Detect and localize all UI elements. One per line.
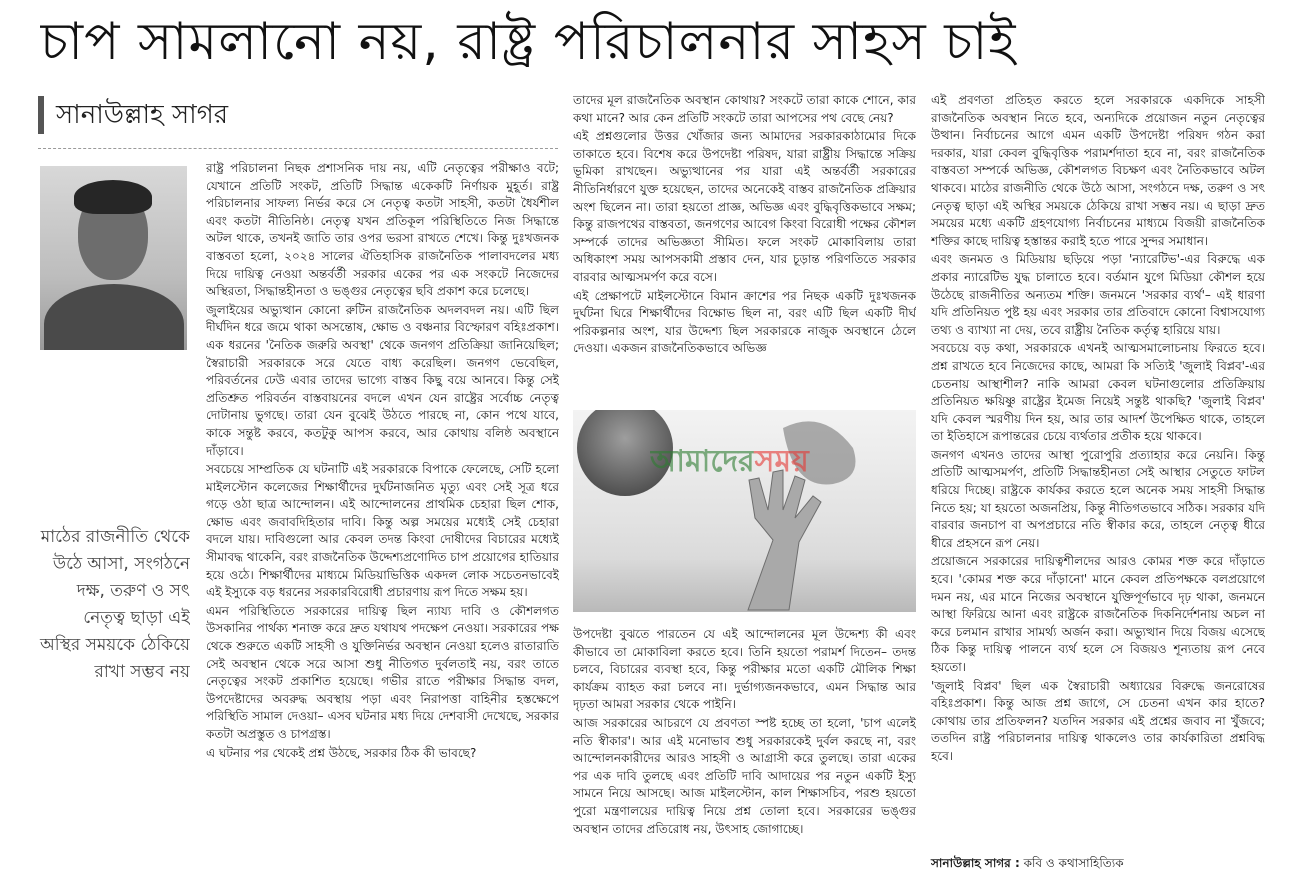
author-signature: [931, 852, 1265, 874]
paragraph: সবচেয়ে বড় কথা, সরকারকে এখনই আত্মসমালোচনায় ফিরতে হবে। প্রশ্ন রাখতে হবে নিজেদের কাছে, আমরা কি সত্যিই 'জুলাই বিপ্লব'-এর চেতনায় আস্থাশীল? নাকি আমরা কেবল ঘটনাগুলোর প্রতিক্রিয়ায় প্রতিনিয়ত ক্ষয়িষ্ণু রাষ্ট্রের ইমেজ নিয়েই সন্তুষ্ট থাকছি? 'জুলাই বিপ্লব' যদি কেবল স্মরণীয় দিন হয়, আর তার আদর্শ উপেক্ষিত থাকে, তাহলে তা ইতিহাসে রূপান্তরের চেয়ে ব্যর্থতার প্রতীক হয়ে থাকবে।: [931, 341, 1265, 444]
watermark-part-2: সময়: [754, 444, 809, 479]
paragraph: জুলাইয়ের অভ্যুত্থান কোনো রুটিন রাজনৈতিক অদলবদল নয়। এটি ছিল দীর্ঘদিন ধরে জমে থাকা অসন্তোষ, ক্ষোভ ও বঞ্চনার বিস্ফোরণ বহিঃপ্রকাশ। এক ধরনের 'নৈতিক জরুরি অবস্থা' থেকে জনগণ প্রতিক্রিয়া জানিয়েছিল; স্বৈরাচারী সরকারকে সরে যেতে বাধ্য করেছিল। জনগণ ভেবেছিল, পরিবর্তনের ঢেউ এবার তাদের ভাগ্যে বাস্তব কিছু বয়ে আনবে। কিন্তু সেই প্রতিশ্রুত পরিবর্তন বাস্তবায়নের বদলে এখন যেন রাষ্ট্রের সর্বোচ্চ নেতৃত্ব দোটানায় ভুগছে। তারা যেন বুঝেই উঠতে পারছে না, কোন পথে যাবে, কাকে সন্তুষ্ট করবে, কতটুকু আপস করবে, আর কোথায় বলিষ্ঠ অবস্থানে দাঁড়াবে।: [206, 302, 559, 458]
author-photo-hair: [74, 180, 152, 214]
article-column-2-bottom: [573, 626, 916, 880]
author-photo-shoulders: [44, 284, 184, 350]
byline-divider: [38, 148, 558, 149]
paragraph: সবচেয়ে সাম্প্রতিক যে ঘটনাটি এই সরকারকে বিপাকে ফেলেছে, সেটি হলো মাইলস্টোন কলেজের শিক্ষার্থীদের দুর্ঘটনাজনিত মৃত্যু এবং সেই সূত্র ধরে গড়ে ওঠা ছাত্র আন্দোলন। এই আন্দোলনের প্রাথমিক চেহারা ছিল শোক, ক্ষোভ এবং জবাবদিহিতার দাবি। কিন্তু অল্প সময়ের মধ্যেই সেই চেহারা বদলে যায়। দাবিগুলো আর কেবল তদন্ত কিংবা দোষীদের বিচারের মধ্যেই সীমাবদ্ধ থাকেনি, বরং রাজনৈতিক উদ্দেশ্যপ্রণোদিত চাপ প্রয়োগের হাতিয়ার হয়ে ওঠে। শিক্ষার্থীদের মাধ্যমে মিডিয়াভিত্তিক একদল লোক সচেতনভাবেই এই ইস্যুকে বড় ধরনের সরকারবিরোধী প্রচারণায় রূপ দিতে সক্ষম হয়।: [206, 462, 559, 600]
signature-name: সানাউল্লাহ সাগর :: [931, 856, 1020, 870]
author-photo: [40, 166, 187, 350]
paragraph: এই প্রেক্ষাপটে মাইলস্টোনে বিমান ক্রাশের পর নিছক একটি দুঃখজনক দুর্ঘটনা ঘিরে শিক্ষার্থীদের বিক্ষোভ ছিল না, বরং এটি ছিল একটি দীর্ঘ পরিকল্পনার অংশ, যার উদ্দেশ্য ছিল সরকারকে নাজুক অবস্থানে ঠেলে দেওয়া। একজন রাজনৈতিকভাবে অভিজ্ঞ: [573, 288, 916, 356]
article-column-2-top: [573, 92, 916, 398]
paragraph: এমন পরিস্থিতিতে সরকারের দায়িত্ব ছিল ন্যায্য দাবি ও কৌশলগত উসকানির পার্থক্য শনাক্ত করে দ্রুত যথাযথ পদক্ষেপ নেওয়া। সরকারের পক্ষ থেকে শুরুতে একটি সাহসী ও যুক্তিনির্ভর অবস্থান নেওয়া হলেও রাতারাতি সেই অবস্থান থেকে সরে আসা শুধু নীতিগত দুর্বলতাই নয়, বরং তাতে নেতৃত্বের সংকট প্রকাশিত হয়েছে। গভীর রাতে পরীক্ষার সিদ্ধান্ত বদল, উপদেষ্টাদের অবরুদ্ধ অবস্থায় পড়া এবং নিরাপত্তা বাহিনীর হস্তক্ষেপে পরিস্থিতি সামাল দেওয়া– এসব ঘটনার মধ্য দিয়ে দেশবাসী দেখেছে, সরকার কতটা অপ্রস্তুত ও চাপগ্রস্ত।: [206, 603, 559, 741]
publisher-watermark: [650, 440, 850, 484]
paragraph: জনগণ এখনও তাদের আস্থা পুরোপুরি প্রত্যাহার করে নেয়নি। কিন্তু প্রতিটি আত্মসমর্পণ, প্রতিটি সিদ্ধান্তহীনতা সেই আস্থার সেতুতে ফাটল ধরিয়ে দিচ্ছে। রাষ্ট্রকে কার্যকর করতে হলে অনেক সময় সাহসী সিদ্ধান্ত নিতে হয়; যা হয়তো অজনপ্রিয়, কিন্তু নীতিগতভাবে সঠিক। সরকার যদি বারবার জনচাপ বা অপপ্রচারে নতি স্বীকার করে, তাহলে নেতৃত্ব ধীরে ধীরে প্রহসনে রূপ নেয়।: [931, 447, 1265, 550]
paragraph: এবং জনমত ও মিডিয়ায় ছড়িয়ে পড়া 'ন্যারেটিভ'-এর বিরুদ্ধে এক প্রকার ন্যারেটিভ যুদ্ধ চালাতে হবে। বর্তমান যুগে মিডিয়া কৌশল হয়ে উঠেছে রাজনীতির অন্যতম শক্তি। জনমনে 'সরকার ব্যর্থ'– এই ধারণা যদি প্রতিনিয়ত পুষ্ট হয় এবং সরকার তার প্রতিবাদে কোনো বিশ্বাসযোগ্য তথ্য ও ব্যাখ্যা না দেয়, তবে রাষ্ট্রীয় নৈতিক কর্তৃত্ব হারিয়ে যায়।: [931, 252, 1265, 337]
article-column-3: [931, 92, 1265, 837]
byline-author: সানাউল্লাহ সাগর: [38, 96, 558, 134]
paragraph: এই প্রশ্নগুলোর উত্তর খোঁজার জন্য আমাদের সরকারকাঠামোর দিকে তাকাতে হবে। বিশেষ করে উপদেষ্টা পরিষদ, যারা রাষ্ট্রীয় সিদ্ধান্তে সক্রিয় ভূমিকা রাখছেন। অভ্যুত্থানের পর যারা এই অন্তর্বর্তী সরকারের নীতিনির্ধারণে যুক্ত হয়েছেন, তাদের অনেকেই বাস্তব রাজনৈতিক প্রক্রিয়ার অংশ ছিলেন না। তারা হয়তো প্রাজ্ঞ, অভিজ্ঞ এবং বুদ্ধিবৃত্তিকভাবে সক্ষম; কিন্তু রাজপথের বাস্তবতা, জনগণের আবেগ কিংবা বিরোধী পক্ষের কৌশল সম্পর্কে তাদের অভিজ্ঞতা সীমিত। ফলে সংকট মোকাবিলায় তারা অধিকাংশ সময় আপসকামী প্রস্তাব দেন, যার চূড়ান্ত পরিণতিতে সরকার বারবার আত্মসমর্পণ করে বসে।: [573, 129, 916, 284]
paragraph: 'জুলাই বিপ্লব' ছিল এক স্বৈরাচারী অধ্যায়ের বিরুদ্ধে জনরোষের বহিঃপ্রকাশ। কিন্তু আজ প্রশ্ন জাগে, সে চেতনা এখন কার হাতে? কোথায় তার প্রতিফলন? যতদিন সরকার এই প্রশ্নের জবাব না খুঁজবে; ততদিন রাষ্ট্র পরিচালনার দায়িত্ব থাকলেও তার কার্যকারিতা প্রশ্নবিদ্ধ হবে।: [931, 678, 1265, 763]
article-column-1: [206, 160, 559, 880]
headline: চাপ সামলানো নয়, রাষ্ট্র পরিচালনার সাহস চাই: [40, 12, 1017, 72]
paragraph: তাদের মূল রাজনৈতিক অবস্থান কোথায়? সংকটে তারা কাকে শোনে, কার কথা মানে? আর কেন প্রতিটি সংকটে তারা আপসের পথ বেছে নেয়?: [573, 93, 916, 125]
pull-quote: মাঠের রাজনীতি থেকে উঠে আসা, সংগঠনে দক্ষ, তরুণ ও সৎ নেতৃত্ব ছাড়া এই অস্থির সময়কে ঠেকিয়ে রাখা সম্ভব নয়: [40, 527, 190, 682]
paragraph: এ ঘটনার পর থেকেই প্রশ্ন উঠছে, সরকার ঠিক কী ভাবছে?: [206, 745, 477, 760]
paragraph: উপদেষ্টা বুঝতে পারতেন যে এই আন্দোলনের মূল উদ্দেশ্য কী এবং কীভাবে তা মোকাবিলা করতে হবে। তিনি হয়তো পরামর্শ দিতেন– তদন্ত চলবে, বিচারের ব্যবস্থা হবে, কিন্তু পরীক্ষার মতো একটি মৌলিক শিক্ষা কার্যক্রম ব্যাহত করা চলবে না। দুর্ভাগ্যজনকভাবে, এমন সিদ্ধান্ত আর দৃঢ়তা আমরা সরকার থেকে পাইনি।: [573, 627, 916, 712]
paragraph: রাষ্ট্র পরিচালনা নিছক প্রশাসনিক দায় নয়, এটি নেতৃত্বের পরীক্ষাও বটে; যেখানে প্রতিটি সংকট, প্রতিটি সিদ্ধান্ত একেকটি নির্ণায়ক মুহূর্ত। রাষ্ট্র পরিচালনার সাফল্য নির্ভর করে সে নেতৃত্ব কতটা সাহসী, কতটা ধৈর্যশীল এবং কতটা নীতিনিষ্ঠ। নেতৃত্ব যখন প্রতিকূল পরিস্থিতিতে নিজ সিদ্ধান্তে অটল থাকে, তখনই জাতি তার ওপর ভরসা রাখতে শেখে। কিন্তু দুঃখজনক বাস্তবতা হলো, ২০২৪ সালের ঐতিহাসিক রাজনৈতিক পালাবদলের মধ্য দিয়ে দায়িত্ব নেওয়া অন্তর্বর্তী সরকার একের পর এক সংকটে নিজেদের অস্থিরতা, সিদ্ধান্তহীনতা ও ভঙ্গুর নেতৃত্বের ছবি প্রকাশ করে চলেছে।: [206, 161, 559, 299]
paragraph: প্রয়োজনে সরকারের দায়িত্বশীলদের আরও কোমর শক্ত করে দাঁড়াতে হবে। 'কোমর শক্ত করে দাঁড়ানো' মানে কেবল প্রতিপক্ষকে বলপ্রয়োগে দমন নয়, এর মানে নিজের অবস্থানে যুক্তিপূর্ণভাবে দৃঢ় থাকা, জনমনে আস্থা ফিরিয়ে আনা এবং রাষ্ট্রকে রাজনৈতিক দিকনির্দেশনায় অচল না করে চলমান রাখার সামর্থ্য অর্জন করা। অভ্যুত্থান দিয়ে বিজয় এসেছে ঠিক কিন্তু দায়িত্ব পালনে ব্যর্থ হলে সে বিজয়ও শূন্যতায় রূপ নেবে হয়তো।: [931, 554, 1265, 674]
signature-title: কবি ও কথাসাহিত্যিক: [1023, 856, 1124, 870]
paragraph: আজ সরকারের আচরণে যে প্রবণতা স্পষ্ট হচ্ছে তা হলো, 'চাপ এলেই নতি স্বীকার'। আর এই মনোভাব শুধু সরকারকেই দুর্বল করছে না, বরং আন্দোলনকারীদের আরও সাহসী ও আগ্রাসী করে তুলছে। তারা একের পর এক দাবি তুলছে এবং প্রতিটি দাবি আদায়ের পর নতুন একটি ইস্যু সামনে নিয়ে আসছে। আজ মাইলস্টোন, কাল শিক্ষাসচিব, পরশু হয়তো পুরো মন্ত্রণালয়ের দায়িত্ব নিয়ে প্রশ্ন তোলা হবে। সরকারের ভঙ্গুর অবস্থান তাদের প্রতিরোধ নয়, উৎসাহ জোগাচ্ছে।: [573, 715, 916, 836]
watermark-part-1: আমাদের: [650, 444, 755, 479]
paragraph: এই প্রবণতা প্রতিহত করতে হলে সরকারকে একদিকে সাহসী রাজনৈতিক অবস্থান নিতে হবে, অন্যদিকে প্রয়োজন নতুন নেতৃত্বের উত্থান। নির্বাচনের আগে এমন একটি উপদেষ্টা পরিষদ গঠন করা দরকার, যারা কেবল বুদ্ধিবৃত্তিক পরামর্শদাতা হবে না, বরং রাজনৈতিক বাস্তবতা সম্পর্কে অভিজ্ঞ, কৌশলগত বিচক্ষণ এবং নৈতিকভাবে অটল থাকবে। মাঠের রাজনীতি থেকে উঠে আসা, সংগঠনে দক্ষ, তরুণ ও সৎ নেতৃত্ব ছাড়া এই অস্থির সময়কে ঠেকিয়ে রাখা সম্ভব নয়। এ ছাড়া দ্রুত সময়ের মধ্যে একটি গ্রহণযোগ্য নির্বাচনের মাধ্যমে বিজয়ী রাজনৈতিক শক্তির কাছে দায়িত্ব হস্তান্তর করাই হতে পারে সুন্দর সমাধান।: [931, 93, 1265, 248]
illustration-ground: [573, 560, 916, 612]
